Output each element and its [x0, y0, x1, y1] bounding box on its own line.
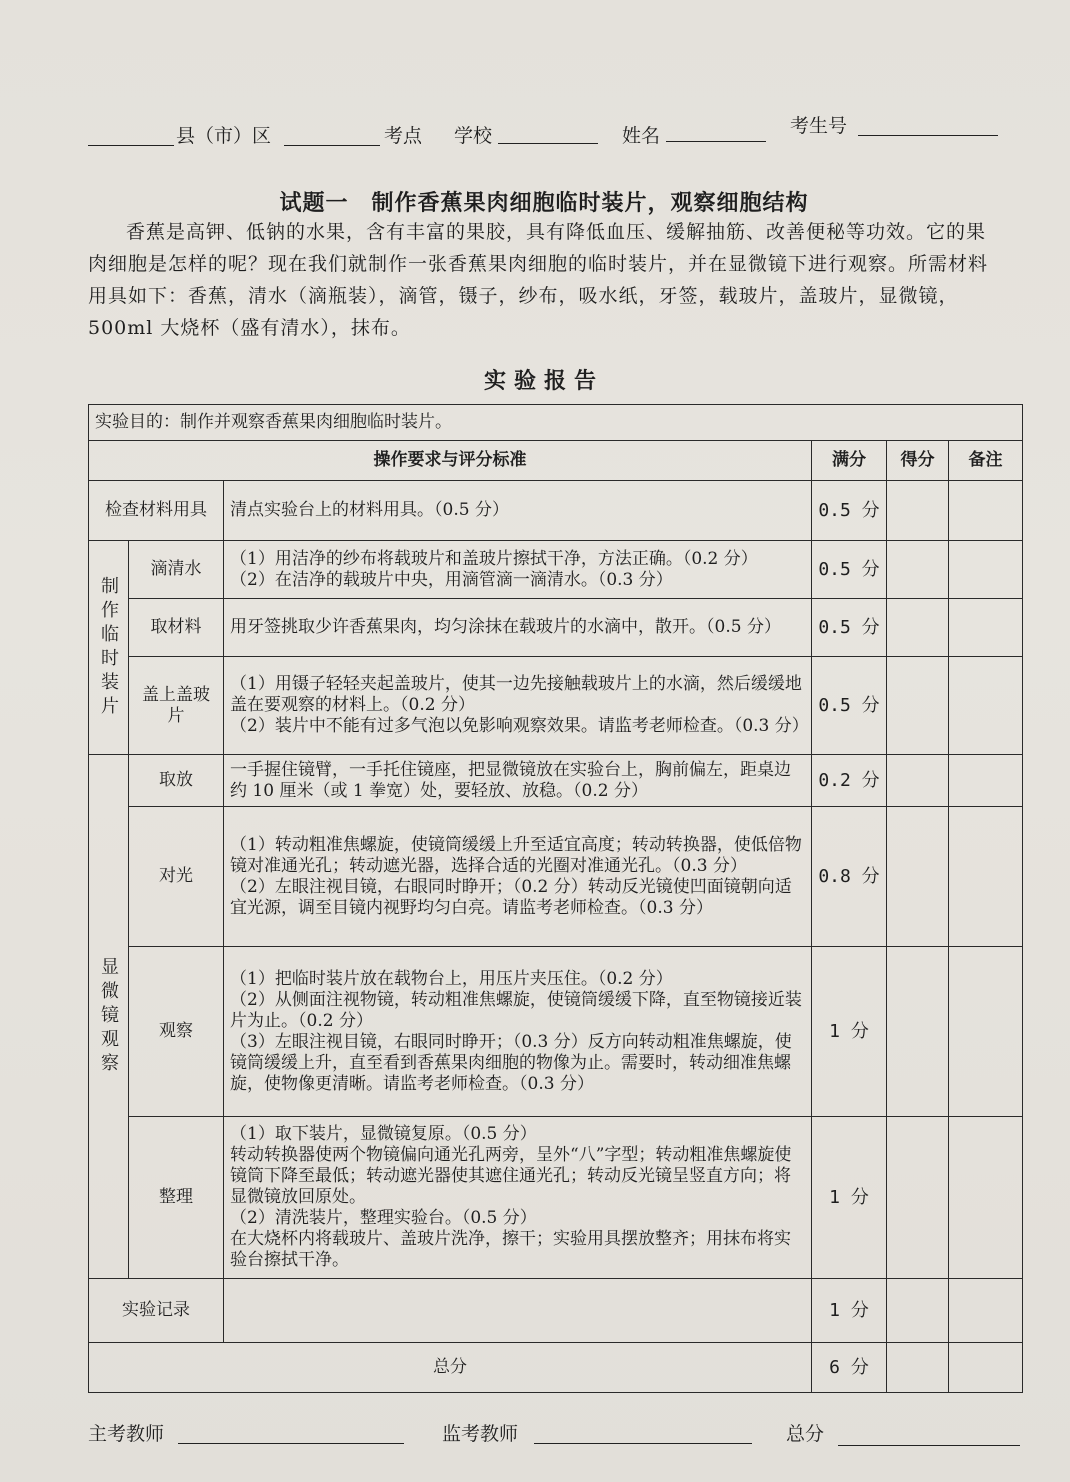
note-cell[interactable]	[949, 657, 1023, 755]
step-label: 滴清水	[129, 541, 224, 599]
county-blank[interactable]	[88, 144, 174, 146]
check-label: 检查材料用具	[89, 481, 224, 541]
note-cell[interactable]	[949, 807, 1023, 947]
step-procedure: （1）把临时装片放在载物台上，用压片夹压住。（0.2 分） （2）从侧面注视物镜，转动粗准焦螺旋，使镜筒缓缓下降，直至物镜接近装片为止。（0.2 分） （3）左眼注视目镜，右眼同时睁开；（0.3 分）反方向转动粗准焦螺旋，使镜筒缓缓上升，直至看到香蕉果肉细胞的物像为止。需要时，转动细准焦螺旋，使物像更清晰。请监考老师检查。（0.3 分）	[224, 947, 812, 1117]
district-blank[interactable]	[284, 144, 380, 146]
step-procedure: （1）用镊子轻轻夹起盖玻片，使其一边先接触载玻片上的水滴，然后缓缓地盖在要观察的材料上。（0.2 分） （2）装片中不能有过多气泡以免影响观察效果。请监考老师检查。（0.3 分）	[224, 657, 812, 755]
note-header: 备注	[949, 441, 1023, 481]
score-cell[interactable]	[887, 947, 949, 1117]
note-cell[interactable]	[949, 541, 1023, 599]
note-cell[interactable]	[949, 947, 1023, 1117]
step-procedure: （1）用洁净的纱布将载玻片和盖玻片擦拭干净，方法正确。（0.2 分） （2）在洁净的载玻片中央，用滴管滴一滴清水。（0.3 分）	[224, 541, 812, 599]
footer-total-blank[interactable]	[838, 1444, 1020, 1446]
step-score: 0.8 分	[812, 807, 887, 947]
step-label: 盖上盖玻片	[129, 657, 224, 755]
criteria-header: 操作要求与评分标准	[89, 441, 812, 481]
question-intro: 香蕉是高钾、低钠的水果，含有丰富的果胶，具有降低血压、缓解抽筋、改善便秘等功效。它的果肉细胞是怎样的呢？现在我们就制作一张香蕉果肉细胞的临时装片，并在显微镜下进行观察。所需材料用具如下：香蕉，清水（滴瓶装），滴管，镊子，纱布，吸水纸，牙签，载玻片，盖玻片，显微镜，500ml 大烧杯（盛有清水），抹布。	[88, 221, 989, 339]
step-score: 0.5 分	[812, 657, 887, 755]
report-title: 实验报告	[483, 368, 604, 394]
purpose-row: 实验目的：制作并观察香蕉果肉细胞临时装片。	[89, 405, 1023, 441]
note-cell[interactable]	[949, 481, 1023, 541]
step-procedure: （1）取下装片，显微镜复原。（0.5 分） 转动转换器使两个物镜偏向通光孔两旁，呈外“八”字型；转动粗准焦螺旋使镜筒下降至最低；转动遮光器使其遮住通光孔；转动反光镜呈竖直方向；将显微镜放回原处。 （2）清洗装片，整理实验台。（0.5 分） 在大烧杯内将载玻片、盖玻片洗净，擦干；实验用具摆放整齐；用抹布将实验台擦拭干净。	[224, 1117, 812, 1279]
record-input[interactable]	[224, 1279, 812, 1343]
total-got-cell[interactable]	[887, 1343, 949, 1393]
step-score: 1 分	[812, 1117, 887, 1279]
step-label: 取放	[129, 755, 224, 807]
question-title: 试题一 制作香蕉果肉细胞临时装片，观察细胞结构	[279, 190, 809, 216]
step-score: 0.5 分	[812, 541, 887, 599]
step-score: 1 分	[812, 947, 887, 1117]
school-label: 学校	[454, 125, 493, 147]
group-label-make: 制作临时装片	[89, 541, 129, 755]
score-cell[interactable]	[887, 599, 949, 657]
note-cell[interactable]	[949, 599, 1023, 657]
group-label-microscope: 显微镜观察	[89, 755, 129, 1279]
header-fields	[88, 108, 1000, 152]
score-cell[interactable]	[887, 1279, 949, 1343]
footer-total-label: 总分	[786, 1423, 825, 1445]
step-label: 观察	[129, 947, 224, 1117]
step-score: 0.2 分	[812, 755, 887, 807]
score-cell[interactable]	[887, 1117, 949, 1279]
step-procedure: 用牙签挑取少许香蕉果肉，均匀涂抹在载玻片的水滴中，散开。（0.5 分）	[224, 599, 812, 657]
name-blank[interactable]	[666, 140, 766, 142]
step-label: 取材料	[129, 599, 224, 657]
score-cell[interactable]	[887, 657, 949, 755]
report-table	[88, 404, 1023, 1393]
step-label: 对光	[129, 807, 224, 947]
proctor-blank[interactable]	[534, 1442, 752, 1444]
step-label: 整理	[129, 1117, 224, 1279]
total-score: 6 分	[812, 1343, 887, 1393]
footer-signatures	[88, 1410, 1028, 1450]
total-label: 总分	[89, 1343, 812, 1393]
step-score: 0.5 分	[812, 599, 887, 657]
step-procedure: 一手握住镜臂，一手托住镜座，把显微镜放在实验台上，胸前偏左，距桌边约 10 厘米（或 1 拳宽）处，要轻放、放稳。（0.2 分）	[224, 755, 812, 807]
check-text: 清点实验台上的材料用具。（0.5 分）	[224, 481, 812, 541]
exam-no-label: 考生号	[790, 115, 848, 137]
chief-blank[interactable]	[178, 1442, 404, 1444]
score-cell[interactable]	[887, 481, 949, 541]
site-label: 考点	[384, 125, 423, 147]
note-cell[interactable]	[949, 1279, 1023, 1343]
step-procedure: （1）转动粗准焦螺旋，使镜筒缓缓上升至适宜高度；转动转换器，使低倍物镜对准通光孔；转动遮光器，选择合适的光圈对准通光孔。（0.3 分） （2）左眼注视目镜，右眼同时睁开；（0.2 分）转动反光镜使凹面镜朝向适宜光源，调至目镜内视野均匀白亮。请监考老师检查。（0.3 分）	[224, 807, 812, 947]
record-label: 实验记录	[89, 1279, 224, 1343]
check-score: 0.5 分	[812, 481, 887, 541]
school-blank[interactable]	[498, 142, 598, 144]
got-score-header: 得分	[887, 441, 949, 481]
score-cell[interactable]	[887, 541, 949, 599]
full-score-header: 满分	[812, 441, 887, 481]
score-cell[interactable]	[887, 755, 949, 807]
chief-label: 主考教师	[88, 1423, 165, 1445]
note-cell[interactable]	[949, 1117, 1023, 1279]
exam-no-blank[interactable]	[858, 134, 998, 136]
name-label: 姓名	[622, 125, 661, 147]
score-cell[interactable]	[887, 807, 949, 947]
county-label: 县（市）区	[176, 125, 272, 147]
record-score: 1 分	[812, 1279, 887, 1343]
note-cell[interactable]	[949, 755, 1023, 807]
proctor-label: 监考教师	[442, 1423, 519, 1445]
note-cell[interactable]	[949, 1343, 1023, 1393]
